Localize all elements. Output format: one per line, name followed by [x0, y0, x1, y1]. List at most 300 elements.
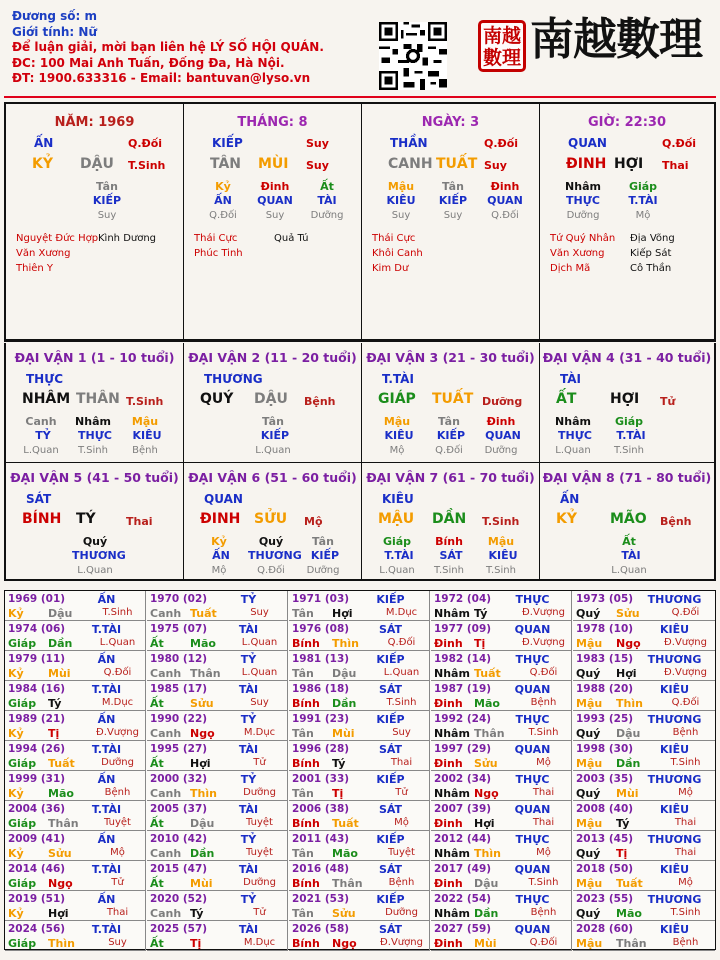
star-left: Thái Cực: [372, 233, 416, 244]
year-cell: [289, 591, 430, 621]
star-left: Kim Dư: [372, 263, 409, 274]
year-god: TÀI: [238, 923, 259, 936]
year-stem: Đinh: [434, 697, 463, 710]
year-label: 1993 (25): [576, 713, 634, 725]
year-stem: Mậu: [576, 697, 603, 710]
year-cell: [289, 861, 430, 891]
year-life: Dưỡng: [243, 787, 276, 798]
year-branch: Sửu: [190, 697, 214, 710]
year-life: Mộ: [678, 877, 693, 888]
year-branch: Mùi: [616, 787, 639, 800]
year-branch: Dậu: [190, 817, 215, 830]
year-label: 1990 (22): [150, 713, 208, 725]
year-label: 2014 (46): [8, 863, 66, 875]
hidden-god: KIÊU: [488, 549, 518, 562]
dai-van-title: ĐẠI VẬN 5 (41 - 50 tuổi): [10, 470, 179, 485]
year-god: KIÊU: [659, 623, 690, 636]
year-stem: Tân: [292, 847, 314, 860]
year-branch: Tuất: [332, 817, 359, 830]
year-label: 1985 (17): [150, 683, 208, 695]
hidden-god: KIẾP: [438, 194, 468, 207]
year-life: Thai: [674, 817, 697, 828]
hidden-god: THƯƠNG: [72, 549, 126, 562]
year-cell: [431, 801, 572, 831]
year-life: M.Dục: [101, 697, 134, 708]
year-cell: [289, 891, 430, 921]
year-god: ẤN: [97, 833, 116, 846]
year-label: 2022 (54): [434, 893, 492, 905]
dai-van-6: [184, 463, 362, 581]
year-stem: Đinh: [434, 877, 463, 890]
owner-name: Đương số: m: [12, 9, 98, 23]
hidden-god: TÀI: [317, 194, 337, 207]
hidden-stem: Tân: [312, 535, 334, 548]
year-god: TỶ: [240, 833, 257, 846]
year-cell: [289, 921, 430, 951]
pillar-stem: TÂN: [210, 156, 242, 172]
hidden-god: THỰC: [558, 429, 592, 442]
year-label: 1999 (31): [8, 773, 66, 785]
hidden-life: L.Quan: [255, 445, 291, 456]
year-label: 2003 (35): [576, 773, 634, 785]
year-cell: [573, 681, 715, 711]
year-branch: Mùi: [332, 727, 355, 740]
year-stem: Bính: [292, 697, 320, 710]
year-branch: Thân: [474, 727, 505, 740]
year-god: KIÊU: [659, 683, 690, 696]
pillar-title: THÁNG: 8: [237, 115, 308, 130]
hidden-stem: Nhâm: [565, 180, 601, 193]
year-life: Suy: [108, 937, 127, 948]
pillar-stem-life: Q.Đối: [662, 137, 697, 150]
year-cell: [289, 831, 430, 861]
year-label: 2001 (33): [292, 773, 350, 785]
year-branch: Mùi: [474, 937, 497, 950]
year-branch: Sửu: [332, 907, 356, 920]
year-stem: Quý: [576, 787, 601, 800]
year-branch: Tý: [332, 757, 346, 770]
year-branch: Tý: [48, 697, 62, 710]
year-label: 1979 (11): [8, 653, 66, 665]
star-right: Kiếp Sát: [630, 248, 672, 259]
year-life: Đ.Vượng: [96, 727, 139, 738]
year-stem: Nhâm: [434, 787, 470, 800]
year-life: Tử: [111, 877, 124, 888]
dai-van-7: [362, 463, 540, 581]
dai-van-branch: DẬU: [254, 391, 288, 407]
year-branch: Thìn: [332, 637, 359, 650]
pillar-title: NĂM: 1969: [54, 115, 135, 130]
hidden-god: ẤN: [212, 549, 230, 562]
year-label: 1983 (15): [576, 653, 634, 665]
year-cell: [289, 621, 430, 651]
year-cell: [5, 621, 146, 651]
year-label: 2023 (55): [576, 893, 634, 905]
hidden-life: Q.Đối: [257, 565, 285, 576]
year-branch: Thân: [332, 877, 363, 890]
hidden-god: SÁT: [439, 549, 463, 562]
star-right: Địa Võng: [630, 233, 675, 244]
pillar-stem-god: KIẾP: [212, 136, 243, 150]
year-cell: [147, 801, 288, 831]
year-god: TÀI: [238, 803, 259, 816]
year-life: T.Sinh: [670, 907, 701, 918]
year-label: 2017 (49): [434, 863, 492, 875]
dai-van-god: ẤN: [560, 492, 580, 506]
dai-van-title: ĐẠI VẬN 8 (71 - 80 tuổi): [542, 470, 712, 485]
year-life: Suy: [392, 727, 411, 738]
year-cell: [431, 831, 572, 861]
year-cell: [5, 741, 146, 771]
year-stem: Canh: [150, 607, 182, 620]
year-branch: Mão: [48, 787, 74, 800]
year-label: 2012 (44): [434, 833, 492, 845]
year-label: 1973 (05): [576, 593, 634, 605]
year-life: Bệnh: [672, 727, 699, 738]
year-cell: [5, 921, 146, 951]
year-branch: Dậu: [474, 877, 499, 890]
qr-code-icon[interactable]: [379, 22, 447, 90]
hidden-life: Dưỡng: [310, 210, 344, 221]
hidden-god: T.TÀI: [628, 194, 658, 207]
year-life: Đ.Vượng: [380, 937, 423, 948]
hidden-life: Q.Đối: [491, 210, 519, 221]
hidden-stem: Ất: [622, 535, 636, 548]
pillar-branch: HỢI: [614, 156, 644, 172]
hidden-god: THỰC: [78, 429, 112, 442]
year-label: 2025 (57): [150, 923, 208, 935]
year-cell: [5, 711, 146, 741]
hidden-god: KIẾP: [436, 429, 466, 442]
year-god: ẤN: [97, 593, 116, 606]
year-life: L.Quan: [383, 667, 420, 678]
year-label: 2021 (53): [292, 893, 350, 905]
year-branch: Tuất: [616, 877, 643, 890]
year-label: 1995 (27): [150, 743, 208, 755]
year-god: T.TÀI: [91, 803, 122, 816]
year-branch: Tị: [616, 847, 628, 860]
year-cell: [431, 651, 572, 681]
hidden-god: KIẾP: [92, 194, 122, 207]
year-cell: [147, 621, 288, 651]
dai-van-stem: GIÁP: [378, 391, 416, 407]
year-god: QUAN: [514, 683, 551, 696]
year-stem: Bính: [292, 757, 320, 770]
year-stem: Bính: [292, 877, 320, 890]
year-branch: Thân: [48, 817, 79, 830]
year-life: T.Sinh: [386, 697, 417, 708]
year-stem: Bính: [292, 937, 320, 950]
year-stem: Giáp: [8, 697, 37, 710]
year-branch: Tý: [616, 817, 630, 830]
hidden-god: KIÊU: [386, 194, 416, 207]
year-stem: Ất: [150, 757, 164, 770]
pillar-branch-life: T.Sinh: [128, 159, 166, 172]
dai-van-life: Dưỡng: [482, 395, 523, 408]
year-stem: Nhâm: [434, 847, 470, 860]
contact-address: ĐC: 100 Mai Anh Tuấn, Đống Đa, Hà Nội.: [12, 55, 285, 70]
gender: Giới tính: Nữ: [12, 24, 97, 39]
year-god: THƯƠNG: [647, 653, 702, 666]
hidden-god: KIẾP: [310, 549, 340, 562]
year-label: 2011 (43): [292, 833, 350, 845]
year-god: QUAN: [514, 803, 551, 816]
year-god: QUAN: [514, 923, 551, 936]
dai-van-branch: TUẤT: [432, 391, 474, 407]
year-cell: [431, 681, 572, 711]
star-left: Văn Xương: [16, 248, 71, 259]
year-cell: [573, 741, 715, 771]
year-label: 2028 (60): [576, 923, 634, 935]
year-label: 1986 (18): [292, 683, 350, 695]
hidden-stem: Tân: [442, 180, 464, 193]
hidden-life: T.Sinh: [614, 445, 644, 456]
year-god: THƯƠNG: [647, 593, 702, 606]
year-branch: Tuất: [474, 667, 501, 680]
year-branch: Thân: [616, 937, 647, 950]
year-label: 1987 (19): [434, 683, 492, 695]
year-branch: Sửu: [474, 757, 498, 770]
year-god: SÁT: [378, 743, 403, 756]
hidden-stem: Tân: [438, 415, 460, 428]
year-stem: Ất: [150, 937, 164, 950]
pillar-branch-life: Thai: [662, 159, 689, 172]
pillar-stem-life: Q.Đối: [484, 137, 519, 150]
year-life: Mộ: [536, 847, 551, 858]
year-god: THỰC: [515, 713, 550, 726]
year-god: TỶ: [240, 773, 257, 786]
hidden-life: L.Quan: [555, 445, 591, 456]
year-cell: [147, 711, 288, 741]
year-label: 1992 (24): [434, 713, 492, 725]
year-life: Tuyệt: [246, 847, 273, 858]
year-label: 2018 (50): [576, 863, 634, 875]
year-cell: [431, 771, 572, 801]
hidden-life: Suy: [443, 210, 463, 221]
year-god: ẤN: [97, 713, 116, 726]
year-label: 2004 (36): [8, 803, 66, 815]
year-god: KIẾP: [376, 653, 405, 666]
hidden-stem: Giáp: [614, 415, 644, 428]
hidden-stem: Mậu: [131, 415, 159, 428]
hidden-stem: Ất: [320, 180, 334, 193]
pillar-branch: MÙI: [258, 156, 289, 172]
year-stem: Giáp: [8, 817, 37, 830]
header-info: [12, 9, 362, 87]
hidden-life: Suy: [265, 210, 285, 221]
pillar-stem: CANH: [388, 156, 433, 172]
year-stem: Quý: [576, 727, 601, 740]
year-cell: [5, 801, 146, 831]
hidden-life: Q.Đối: [435, 445, 463, 456]
year-life: Tuyệt: [388, 847, 415, 858]
year-stem: Tân: [292, 727, 314, 740]
year-cell: [289, 771, 430, 801]
hidden-life: T.Sinh: [486, 565, 516, 576]
hidden-life: L.Quan: [23, 445, 59, 456]
year-stem: Nhâm: [434, 607, 470, 620]
year-label: 2016 (48): [292, 863, 350, 875]
dai-van-stem: NHÂM: [22, 391, 71, 407]
year-stem: Kỷ: [8, 607, 24, 620]
year-cell: [431, 621, 572, 651]
year-branch: Hợi: [616, 667, 637, 680]
year-god: THỰC: [515, 833, 550, 846]
year-life: Thai: [674, 847, 697, 858]
star-right: Quả Tú: [274, 233, 309, 244]
year-branch: Dần: [616, 757, 641, 770]
year-cell: [431, 921, 572, 951]
year-life: Tử: [253, 757, 266, 768]
pillar-stem-life: Q.Đối: [128, 137, 163, 150]
year-stem: Ất: [150, 817, 164, 830]
year-god: THỰC: [515, 893, 550, 906]
hidden-god: ẤN: [214, 194, 232, 207]
dai-van-life: Thai: [126, 515, 153, 528]
year-god: TÀI: [238, 623, 259, 636]
year-god: TỶ: [240, 893, 257, 906]
year-god: KIẾP: [376, 713, 405, 726]
brand-logo: 南越數理: [530, 14, 702, 65]
star-left: Dịch Mã: [550, 263, 591, 274]
year-cell: [147, 681, 288, 711]
hidden-stem: Kỷ: [211, 535, 227, 548]
year-cell: [147, 861, 288, 891]
year-life: M.Dục: [385, 607, 418, 618]
pillar-3: [362, 104, 540, 340]
hidden-god: QUAN: [485, 429, 521, 442]
pillar-4: [540, 104, 714, 340]
year-god: KIÊU: [659, 803, 690, 816]
year-branch: Ngọ: [332, 937, 357, 950]
year-stem: Giáp: [8, 637, 37, 650]
year-cell: [5, 891, 146, 921]
hidden-life: T.Sinh: [434, 565, 464, 576]
year-label: 1989 (21): [8, 713, 66, 725]
dai-van-god: THƯƠNG: [204, 372, 263, 386]
year-cell: [573, 621, 715, 651]
year-life: Đ.Vượng: [522, 607, 565, 618]
hidden-stem: Nhâm: [75, 415, 111, 428]
dai-van-god: TÀI: [560, 372, 582, 386]
year-life: M.Dục: [243, 727, 276, 738]
year-label: 2019 (51): [8, 893, 66, 905]
year-label: 2020 (52): [150, 893, 208, 905]
pillar-stem-god: QUAN: [568, 136, 607, 150]
hidden-god: T.TÀI: [616, 429, 646, 442]
year-life: L.Quan: [241, 637, 278, 648]
hidden-stem: Mậu: [383, 415, 411, 428]
year-stem: Mậu: [576, 817, 603, 830]
year-life: Q.Đối: [529, 937, 558, 948]
year-label: 1977 (09): [434, 623, 492, 635]
year-label: 2008 (40): [576, 803, 634, 815]
hidden-stem: Canh: [25, 415, 57, 428]
year-stem: Bính: [292, 637, 320, 650]
year-cell: [147, 651, 288, 681]
year-stem: Quý: [576, 667, 601, 680]
hidden-stem: Kỷ: [215, 180, 231, 193]
year-label: 1980 (12): [150, 653, 208, 665]
year-label: 2027 (59): [434, 923, 492, 935]
year-label: 2015 (47): [150, 863, 208, 875]
pillar-stem-god: THẦN: [390, 136, 428, 150]
year-cell: [431, 711, 572, 741]
year-life: Mộ: [394, 817, 409, 828]
year-life: Dưỡng: [385, 907, 418, 918]
dai-van-stem: ĐINH: [200, 511, 241, 527]
year-life: Dưỡng: [243, 877, 276, 888]
year-branch: Mão: [474, 697, 500, 710]
year-label: 1975 (07): [150, 623, 208, 635]
year-god: SÁT: [378, 803, 403, 816]
dai-van-life: T.Sinh: [126, 395, 164, 408]
year-label: 2006 (38): [292, 803, 350, 815]
year-god: KIẾP: [376, 593, 405, 606]
dai-van-5: [6, 463, 184, 581]
hidden-life: Bệnh: [132, 445, 158, 456]
contact-phone-email[interactable]: ĐT: 1900.633316 - Email: bantuvan@lyso.vn: [12, 71, 311, 86]
hidden-god: KIÊU: [384, 429, 414, 442]
year-branch: Tị: [332, 787, 344, 800]
year-stem: Mậu: [576, 937, 603, 950]
year-stem: Kỷ: [8, 727, 24, 740]
year-branch: Thân: [190, 667, 221, 680]
year-stem: Giáp: [8, 757, 37, 770]
year-cell: [289, 801, 430, 831]
year-god: TÀI: [238, 863, 259, 876]
year-god: ẤN: [97, 893, 116, 906]
hidden-life: Mộ: [635, 210, 651, 221]
year-god: SÁT: [378, 683, 403, 696]
year-life: Bệnh: [530, 697, 557, 708]
year-label: 1970 (02): [150, 593, 208, 605]
year-cell: [5, 651, 146, 681]
pillar-1: [6, 104, 184, 340]
year-label: 1971 (03): [292, 593, 350, 605]
pillar-2: [184, 104, 362, 340]
year-stem: Mậu: [576, 757, 603, 770]
year-cell: [5, 681, 146, 711]
year-stem: Tân: [292, 667, 314, 680]
year-life: T.Sinh: [670, 757, 701, 768]
header-divider: [4, 96, 716, 98]
year-life: Đ.Vượng: [664, 667, 707, 678]
year-cell: [573, 771, 715, 801]
star-left: Tứ Quý Nhân: [550, 233, 616, 244]
year-god: TỶ: [240, 593, 257, 606]
pillar-branch: DẬU: [80, 156, 114, 172]
year-stem: Đinh: [434, 937, 463, 950]
year-life: Q.Đối: [671, 697, 700, 708]
dai-van-god: T.TÀI: [382, 372, 414, 386]
hidden-life: Dưỡng: [566, 210, 600, 221]
year-cell: [289, 711, 430, 741]
dai-van-god: QUAN: [204, 492, 243, 506]
year-god: THỰC: [515, 773, 550, 786]
dai-van-god: KIÊU: [382, 492, 414, 506]
year-life: Đ.Vượng: [664, 637, 707, 648]
year-stem: Canh: [150, 787, 182, 800]
dai-van-title: ĐẠI VẬN 7 (61 - 70 tuổi): [366, 470, 535, 485]
dai-van-branch: SỬU: [254, 511, 288, 527]
dai-van-stem: MẬU: [378, 511, 415, 527]
year-stem: Quý: [576, 847, 601, 860]
year-life: T.Sinh: [528, 877, 559, 888]
year-stem: Bính: [292, 817, 320, 830]
dai-van-god: SÁT: [26, 492, 52, 506]
year-cell: [573, 891, 715, 921]
